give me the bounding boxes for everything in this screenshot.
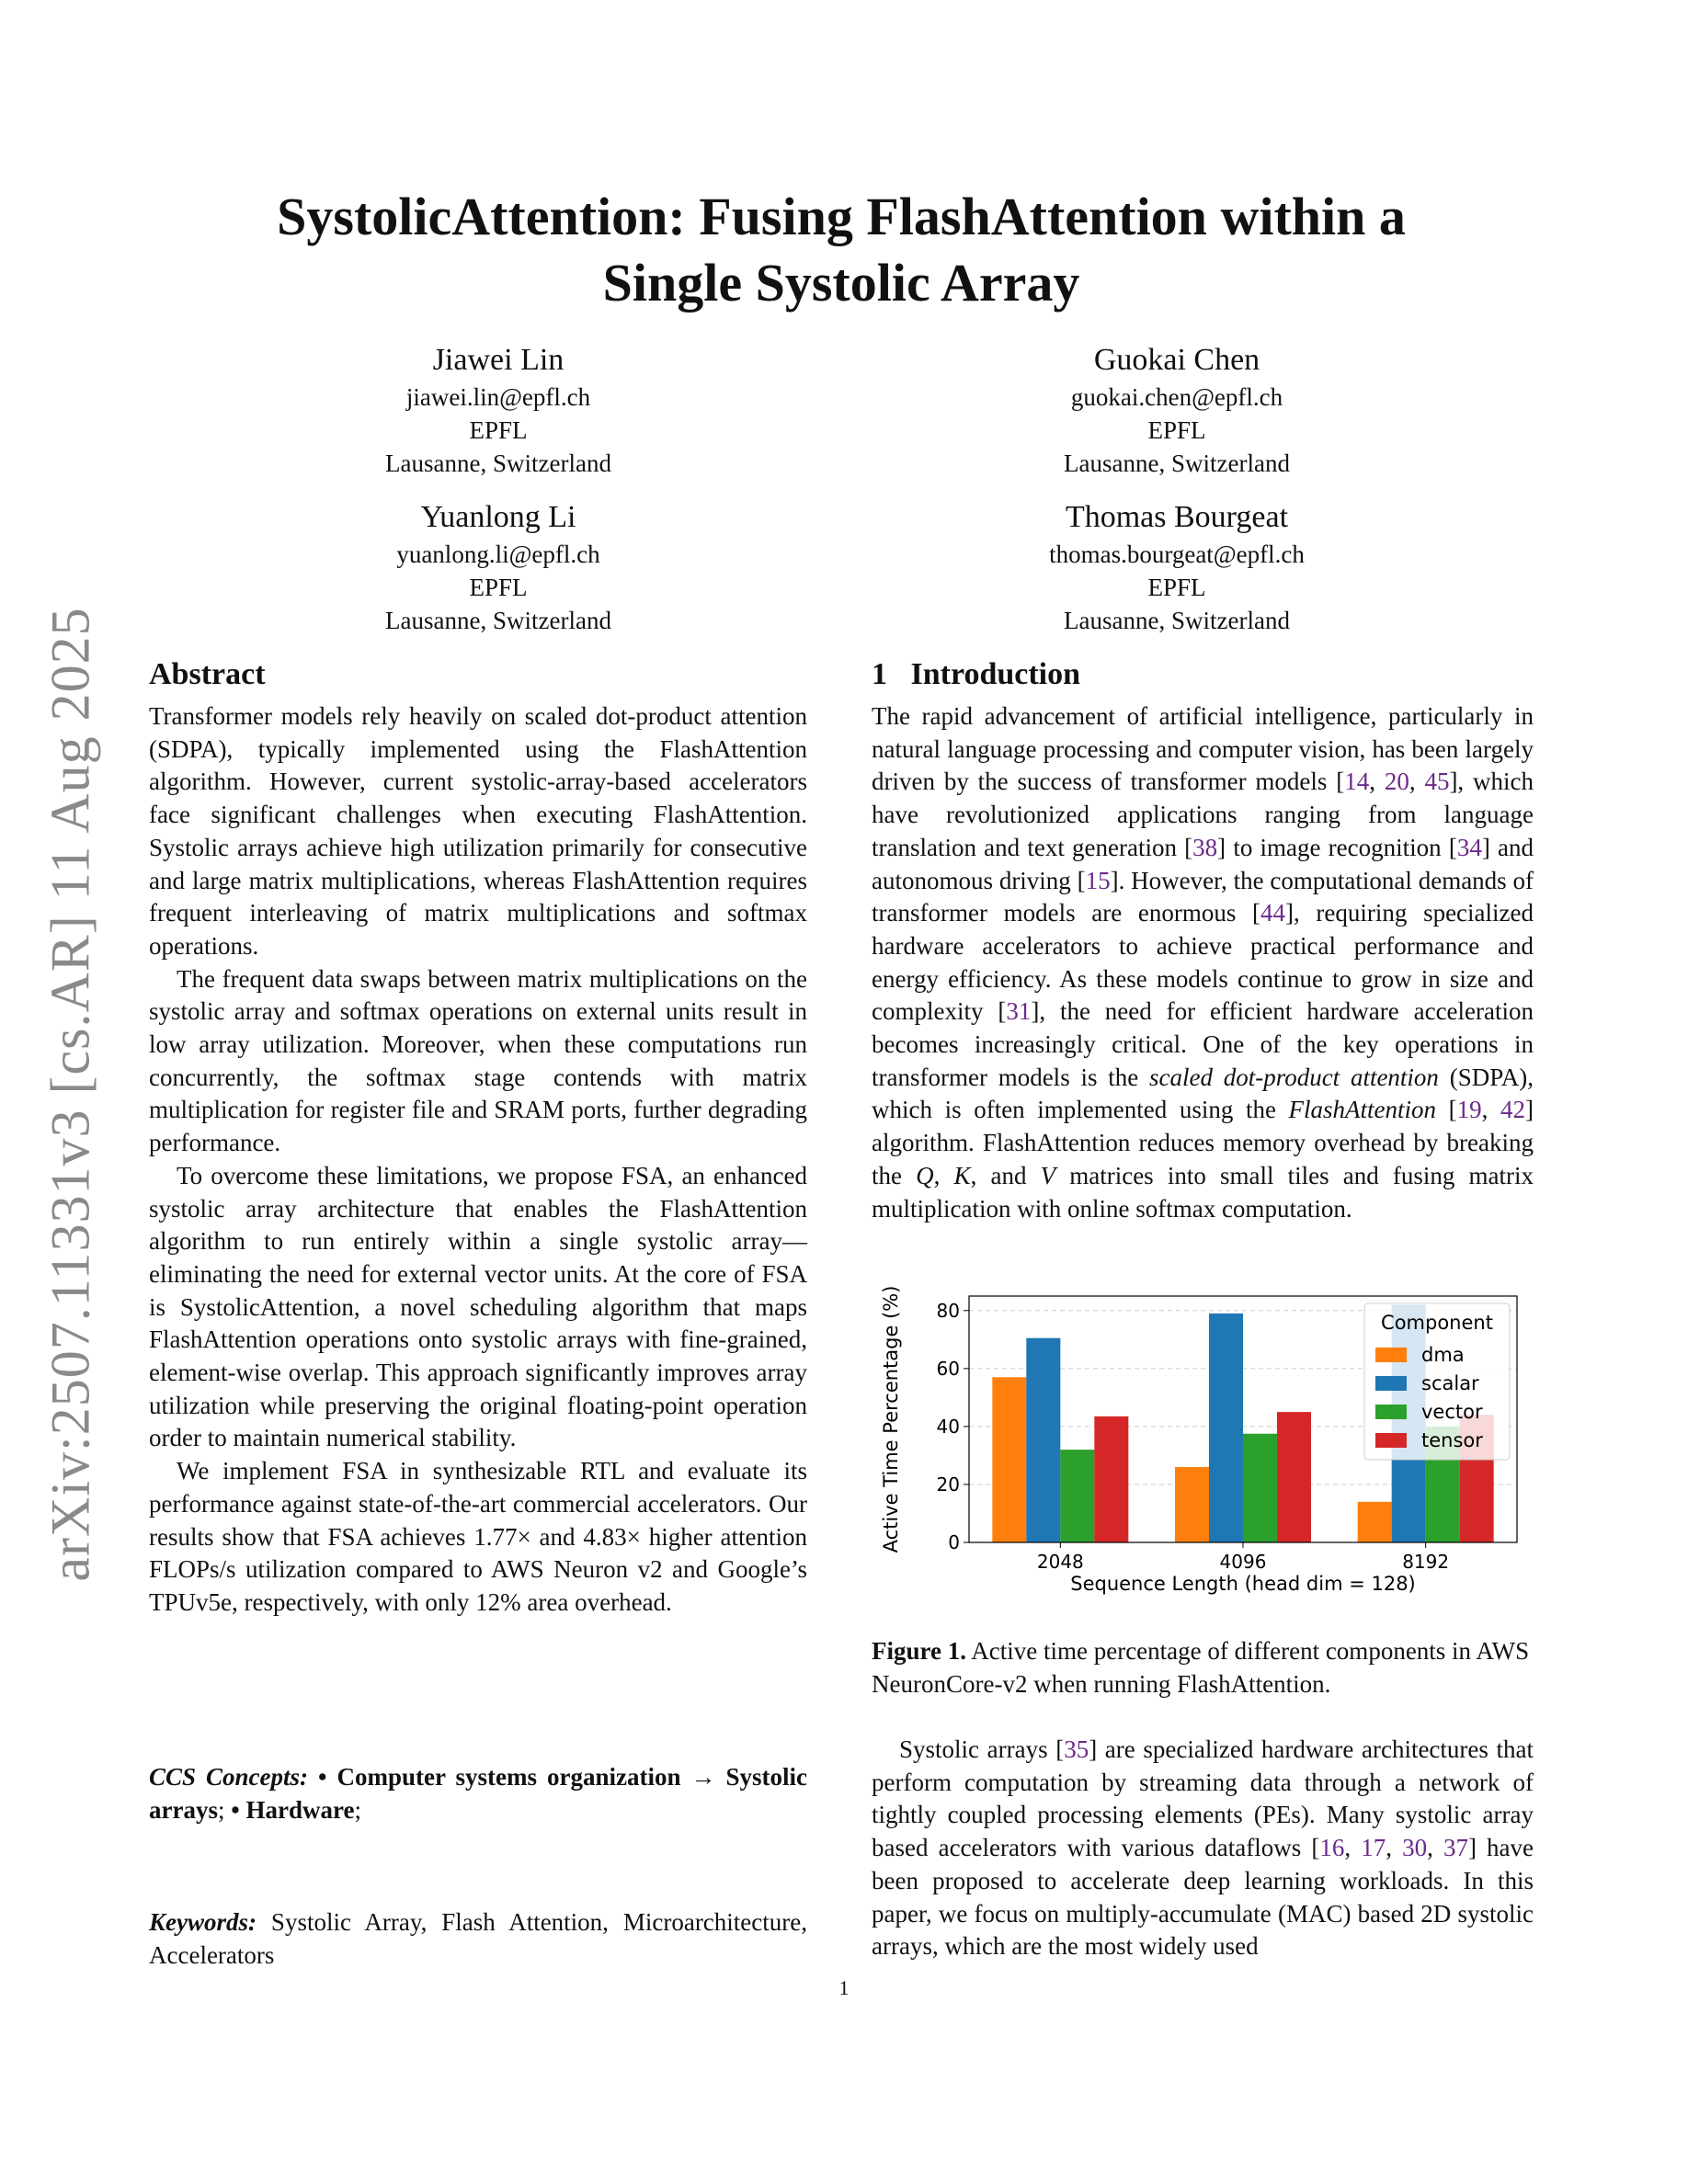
y-tick-label: 80 [936,1299,960,1322]
introduction-body-continued [872,1734,1534,1963]
author-email: yuanlong.li@epfl.ch [396,540,600,568]
citation-link[interactable]: 34 [1456,833,1482,861]
section-number: 1 [872,657,887,691]
y-tick-label: 0 [948,1531,960,1553]
bar-chart-svg [872,1280,1534,1610]
author-block [919,497,1434,637]
y-tick-label: 40 [936,1415,960,1438]
author-name: Jiawei Lin [432,343,565,377]
x-axis-label: Sequence Length (head dim = 128) [1070,1573,1416,1595]
ccs-label: CCS Concepts: [149,1763,309,1791]
bar-dma [992,1377,1026,1542]
y-tick-label: 60 [936,1357,960,1380]
ccs-end: ; [354,1795,361,1824]
keywords-text: Systolic Array, Flash Attention, Microarchitecture, Accelerators [149,1908,807,1969]
bar-tensor [1277,1412,1311,1542]
bar-dma [1175,1467,1209,1542]
keywords [149,1906,807,1972]
legend-label-dma: dma [1421,1344,1465,1366]
x-tick-label: 8192 [1402,1551,1450,1573]
keywords-label: Keywords: [149,1908,257,1936]
author-block [919,340,1434,480]
ccs-bullet: • Hardware [231,1795,355,1824]
bar-scalar [1209,1314,1243,1542]
citation-link[interactable]: 45 [1424,768,1450,796]
title-line-2: Single Systolic Array [602,253,1080,313]
author-location: Lausanne, Switzerland [385,607,611,634]
bar-dma [1358,1502,1392,1542]
ccs-bullet: • Computer systems organization [318,1763,681,1791]
author-name: Guokai Chen [1093,343,1260,377]
bar-vector [1060,1450,1094,1542]
citation-link[interactable]: 14 [1344,768,1370,796]
author-name: Yuanlong Li [420,500,576,534]
author-location: Lausanne, Switzerland [1064,449,1290,477]
legend-label-scalar: scalar [1421,1372,1479,1394]
bar-vector [1243,1434,1277,1542]
author-email: guokai.chen@epfl.ch [1070,383,1283,411]
author-affiliation: EPFL [1147,416,1206,444]
x-tick-label: 4096 [1219,1551,1267,1573]
author-block [241,497,756,637]
citation-link[interactable]: 37 [1443,1834,1468,1862]
ccs-separator: ; [217,1795,232,1824]
citation-link[interactable]: 20 [1384,768,1409,796]
arxiv-identifier-text: arXiv:2507.11331v3 [cs.AR] 11 Aug 2025 [40,606,101,1582]
abstract-paragraph: To overcome these limitations, we propose FSA, an enhanced systolic array architecture that enables the FlashAttention algorithm to run entirely within a single systolic array—eliminating the need for external vector units. At the core of FSA is SystolicAttention, a novel scheduling algorithm that maps FlashAttention operations onto systolic arrays with fine-grained, element-wise overlap. This approach significantly improves array utilization while preserving the original floating-point operation order to maintain numerical stability. [149,1161,807,1452]
arxiv-identifier-stamp [39,588,103,1599]
legend-swatch-vector [1375,1405,1407,1419]
page-number: 1 [838,1976,850,1999]
legend-title: Component [1381,1312,1493,1334]
citation-link[interactable]: 15 [1085,866,1111,894]
citation-link[interactable]: 42 [1500,1096,1525,1124]
citation-link[interactable]: 17 [1361,1834,1386,1862]
citation-link[interactable]: 19 [1456,1096,1482,1124]
ccs-concepts [149,1761,807,1826]
author-location: Lausanne, Switzerland [1064,607,1290,634]
citation-link[interactable]: 35 [1064,1735,1089,1763]
abstract-paragraph: The frequent data swaps between matrix multiplications on the systolic array and softmax operations on external units result in low array utilization. Moreover, when these computations run concurrently, the softmax stage contends with matrix multiplication for register file and SRAM ports, further degrading performance. [149,964,807,1157]
legend-swatch-dma [1375,1348,1407,1362]
author-name: Thomas Bourgeat [1065,500,1289,534]
legend-swatch-scalar [1375,1376,1407,1391]
ccs-item: Systolic arrays [149,1763,808,1824]
bar-scalar [1026,1338,1060,1542]
y-axis-label: Active Time Percentage (%) [880,1285,902,1553]
caption-label: Figure 1. [872,1637,966,1665]
citation-link[interactable]: 30 [1402,1834,1428,1862]
intro-paragraph: Systolic arrays [35] are specialized hardware architectures that perform computation by streaming data through a network of tightly coupled processing elements (PEs). Many systolic array based accelerators with various dataflows [16, 17, 30, 37] have been proposed to accelerate deep learning workloads. In this paper, we focus on multiply-accumulate (MAC) based 2D systolic arrays, which are the most widely used [872,1735,1534,1961]
legend-swatch-tensor [1375,1433,1407,1448]
legend-label-tensor: tensor [1421,1429,1483,1451]
paper-title [147,184,1535,316]
abstract-paragraph: Transformer models rely heavily on scaled dot-product attention (SDPA), typically implemented using the FlashAttention algorithm. However, current systolic-array-based accelerators face significant challenges when executing FlashAttention. Systolic arrays achieve high utilization primarily for consecutive and large matrix multiplications, whereas FlashAttention requires frequent interleaving of matrix multiplications and softmax operations. [149,702,807,960]
ccs-arrow: → [680,1763,726,1791]
abstract-heading: Abstract [149,657,266,691]
introduction-heading [872,656,1080,693]
citation-link[interactable]: 16 [1319,1834,1345,1862]
author-affiliation: EPFL [469,574,528,601]
abstract-paragraph: We implement FSA in synthesizable RTL and evaluate its performance against state-of-the-art commercial accelerators. Our results show that FSA achieves 1.77× and 4.83× higher attention FLOPs/s utilization compared to AWS Neuron v2 and Google’s TPUv5e, respectively, with only 12% area overhead. [149,1457,807,1616]
legend-label-vector: vector [1421,1401,1483,1423]
author-email: thomas.bourgeat@epfl.ch [1049,540,1305,568]
y-tick-label: 20 [936,1473,960,1496]
x-tick-label: 2048 [1036,1551,1084,1573]
author-block [241,340,756,480]
abstract-body [149,700,807,1620]
bar-tensor [1094,1416,1128,1542]
author-location: Lausanne, Switzerland [385,449,611,477]
introduction-body [872,700,1534,1225]
author-email: jiawei.lin@epfl.ch [405,383,591,411]
intro-paragraph: The rapid advancement of artificial intelligence, particularly in natural language processing and computer vision, has been largely driven by the success of transformer models [14, 20, 45], which have revolutionized applications ranging from language translation and text generation [38] to image recognition [34] and autonomous driving [15]. However, the computational demands of transformer models are enormous [44], requiring specialized hardware accelerators to achieve practical performance and energy efficiency. As these models continue to grow in size and complexity [31], the need for efficient hardware acceleration becomes increasingly critical. One of the key operations in transformer models is the scaled dot-product attention (SDPA), which is often implemented using the FlashAttention [19, 42] algorithm. FlashAttention reduces memory overhead by breaking the Q, K, and V matrices into small tiles and fusing matrix multiplication with online softmax computation. [872,702,1534,1223]
caption-text: Active time percentage of different components in AWS NeuronCore-v2 when running FlashAttention. [872,1637,1530,1698]
figure-1-caption [872,1634,1537,1701]
title-line-1: SystolicAttention: Fusing FlashAttention within a [277,187,1406,246]
author-affiliation: EPFL [1147,574,1206,601]
section-title: Introduction [910,657,1081,691]
citation-link[interactable]: 31 [1006,997,1032,1026]
citation-link[interactable]: 38 [1192,833,1218,861]
figure-1-chart [872,1280,1534,1610]
author-affiliation: EPFL [469,416,528,444]
citation-link[interactable]: 44 [1260,899,1286,927]
